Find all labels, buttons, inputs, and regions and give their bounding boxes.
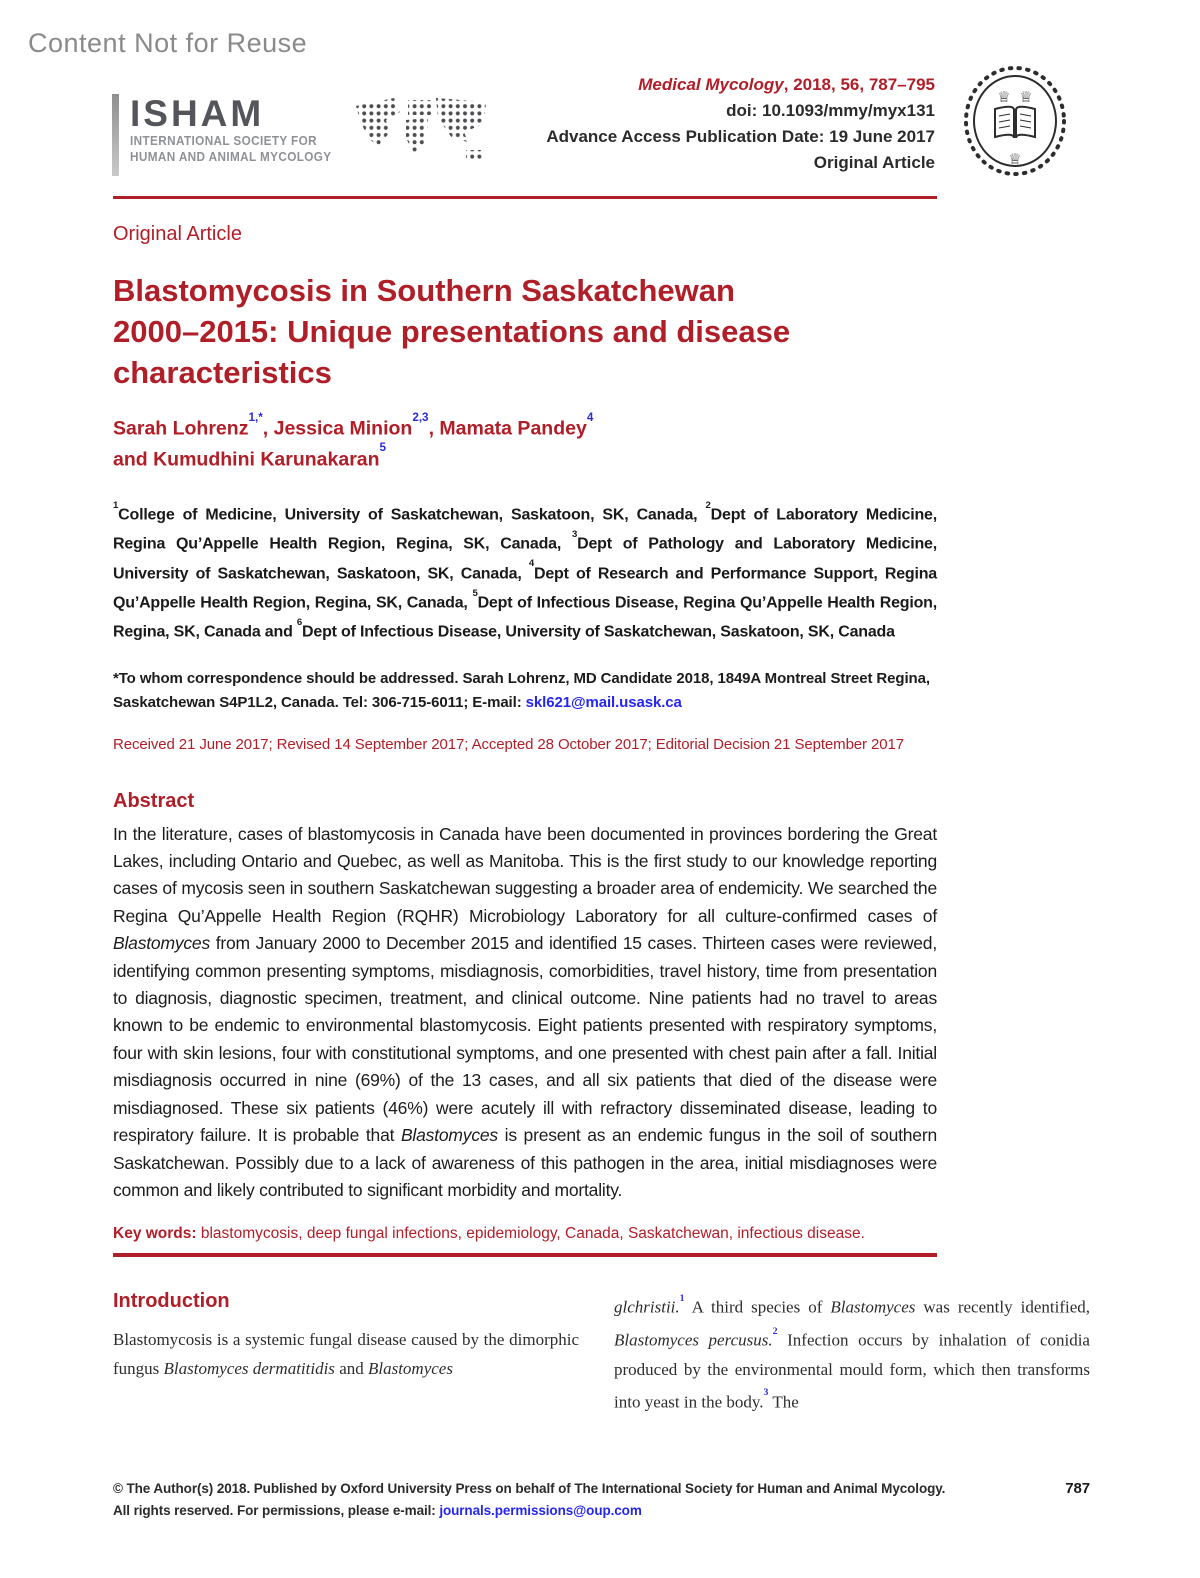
introduction-heading: Introduction	[113, 1290, 230, 1313]
affiliation-sup: 3	[571, 529, 578, 541]
title-line-2: 2000–2015: Unique presentations and disease	[113, 314, 791, 349]
title-line-1: Blastomycosis in Southern Saskatchewan	[113, 273, 735, 308]
keywords-rule	[113, 1253, 937, 1257]
reference-sup[interactable]: 3	[763, 1387, 769, 1399]
intro-segment-italic: Blastomyces dermatitidis	[163, 1359, 335, 1379]
advance-access-line: Advance Access Publication Date: 19 June 2017	[546, 127, 935, 146]
introduction-paragraph-left	[113, 1325, 579, 1383]
isham-acronym: ISHAM	[130, 93, 265, 134]
intro-segment: and	[334, 1359, 368, 1379]
correspondence-text: *To whom correspondence should be addressed. Sarah Lohrenz, MD Candidate 2018, 1849A Montreal Street Regina, Saskatchewan S4P1L2, Canada. Tel: 306-715-6011; E-mail:	[113, 669, 930, 711]
affiliation-sup: 2	[705, 499, 711, 511]
right-column	[614, 1289, 1090, 1416]
article-content	[113, 222, 1090, 1416]
isham-logo-bar	[112, 94, 119, 176]
permissions-text: All rights reserved. For permissions, please e-mail:	[113, 1503, 440, 1518]
isham-subtitle-line2: HUMAN AND ANIMAL MYCOLOGY	[130, 149, 332, 164]
journal-name: Medical Mycology	[638, 75, 784, 94]
journal-citation-block	[546, 72, 935, 176]
introduction-paragraph-right	[614, 1289, 1090, 1416]
author-name: Sarah Lohrenz	[113, 417, 249, 440]
watermark-text: Content Not for Reuse	[28, 28, 308, 58]
keywords-label: Key words:	[113, 1225, 197, 1243]
intro-segment-italic: Blastomyces percusus.	[614, 1330, 773, 1350]
article-type-line: Original Article	[813, 153, 935, 172]
author-separator: and	[113, 448, 154, 470]
permissions-email-link[interactable]: journals.permissions@oup.com	[439, 1503, 642, 1518]
abstract-segment-italic: Blastomyces	[400, 1125, 498, 1146]
affiliations	[113, 498, 937, 645]
author-separator: ,	[428, 417, 440, 440]
permissions-line	[113, 1500, 1090, 1522]
abstract-segment: In the literature, cases of blastomycosis in Canada have been documented in provinces bordering the Great Lakes, including Ontario and Quebec, as well as Manitoba. This is the first study to our knowledge reporting cases of mycosis seen in southern Saskatchewan suggesting a broader area of endemicity. We searched the Regina Qu’Appelle Health Region (RQHR) Microbiology Laboratory for all culture-confirmed cases of	[113, 823, 937, 926]
isham-subtitle-line1: INTERNATIONAL SOCIETY FOR	[130, 134, 317, 148]
keywords-line	[113, 1224, 937, 1244]
abstract-segment: from January 2000 to December 2015 and identified 15 cases. Thirteen cases were reviewed, identifying common presenting symptoms, misdiagnosis, comorbidities, travel history, time from presentation to diagnosis, diagnostic specimen, treatment, and clinical outcome. Nine patients had no travel to areas known to be endemic to environmental blastomycosis. Eight patients presented with respiratory symptoms, four with skin lesions, four with constitutional symptoms, and one presented with chest pain after a fall. Initial misdiagnosis occurred in nine (69%) of the 13 cases, and all six patients that died of the disease were misdiagnosed. These six patients (46%) were acutely ill with refractory disseminated disease, leading to respiratory failure. It is probable that	[113, 933, 937, 1146]
author-affiliation-sup: 4	[586, 410, 594, 424]
affiliation-text: College of Medicine, University of Saskatchewan, Saskatoon, SK, Canada,	[118, 506, 706, 524]
author-list	[113, 411, 1090, 472]
affiliation-sup: 5	[472, 587, 478, 599]
affiliation-text: Dept of Laboratory Medicine, Regina Qu’Appelle Health Region, Regina, SK, Canada,	[113, 506, 938, 553]
abstract-body	[113, 821, 937, 1205]
intro-segment-italic: glchristii.	[614, 1297, 680, 1317]
title-line-3: characteristics	[113, 355, 332, 390]
author-name: Kumudhini Karunakaran	[153, 448, 380, 470]
author-separator: ,	[262, 417, 274, 440]
footer-row	[113, 1478, 1090, 1500]
author-line-2	[113, 442, 1090, 473]
author-affiliation-sup: 5	[379, 441, 387, 455]
author-affiliation-sup: 2,3	[412, 410, 429, 424]
abstract-segment: is present as an endemic fungus in the soil of southern Saskatchewan. Possibly due to a lack of awareness of this pathogen in the area, initial misdiagnoses were common and likely contributed to significant morbidity and mortality.	[113, 1125, 937, 1200]
intro-segment: A third species of	[684, 1297, 831, 1317]
intro-segment: The	[768, 1392, 799, 1412]
keywords-text: blastomycosis, deep fungal infections, epidemiology, Canada, Saskatchewan, infectious disease.	[196, 1225, 865, 1243]
header-rule	[113, 196, 937, 199]
received-dates-line: Received 21 June 2017; Revised 14 September 2017; Accepted 28 October 2017; Editorial Decision 21 September 2017	[113, 735, 904, 753]
affiliation-text: Dept of Pathology and Laboratory Medicine, University of Saskatchewan, Saskatoon, SK, Canada,	[113, 535, 937, 582]
intro-segment-italic: Blastomyces	[830, 1297, 916, 1317]
affiliation-text: Dept of Infectious Disease, Regina Qu’Appelle Health Region, Regina, SK, Canada and	[113, 594, 937, 641]
author-affiliation-sup: 1,*	[248, 410, 263, 424]
section-label: Original Article	[113, 223, 242, 245]
author-name: Mamata Pandey	[439, 417, 587, 440]
affiliation-text: Dept of Research and Performance Support, Regina Qu’Appelle Health Region, Regina, SK, Canada,	[113, 564, 937, 612]
left-column	[113, 1289, 579, 1416]
affiliation-sup: 1	[113, 499, 119, 511]
affiliation-sup: 6	[296, 617, 303, 629]
isham-logo	[112, 94, 489, 185]
intro-segment: was recently identified,	[915, 1297, 1091, 1317]
author-name: Jessica Minion	[273, 417, 413, 440]
page-number: 787	[1065, 1480, 1090, 1497]
svg-text:♕: ♕	[1008, 150, 1022, 168]
correspondence-email-link[interactable]: skl621@mail.usask.ca	[525, 693, 682, 711]
abstract-heading: Abstract	[113, 789, 195, 812]
isham-logo-text	[130, 94, 344, 165]
intro-segment-italic: Blastomyces	[367, 1359, 453, 1379]
author-line-1	[113, 411, 1090, 442]
two-column-section	[113, 1289, 1090, 1416]
world-map-dots-icon	[354, 96, 489, 185]
article-title	[113, 270, 973, 393]
journal-volume-pages: , 2018, 56, 787–795	[783, 75, 935, 94]
reference-sup[interactable]: 1	[679, 1292, 685, 1304]
affiliation-text: Dept of Infectious Disease, University of Saskatchewan, Saskatoon, SK, Canada	[302, 623, 895, 641]
svg-text:♕: ♕	[997, 88, 1011, 106]
affiliation-sup: 4	[528, 558, 534, 570]
oup-crest-icon	[962, 64, 1068, 183]
intro-segment: Blastomycosis is a systemic fungal disease caused by the dimorphic fungus	[113, 1330, 579, 1379]
doi-line: doi: 10.1093/mmy/myx131	[726, 101, 935, 120]
correspondence-note	[113, 667, 937, 715]
journal-citation-line	[546, 72, 935, 98]
abstract-segment-italic: Blastomyces	[113, 933, 210, 954]
page-footer	[113, 1478, 1090, 1522]
svg-text:♕: ♕	[1019, 88, 1033, 106]
reference-sup[interactable]: 2	[772, 1325, 778, 1337]
intro-segment: Infection occurs by inhalation of conidia produced by the environmental mould form, which then transforms into yeast in the body.	[614, 1330, 1090, 1412]
copyright-line: © The Author(s) 2018. Published by Oxford University Press on behalf of The International Society for Human and Animal Mycology.	[113, 1481, 946, 1496]
